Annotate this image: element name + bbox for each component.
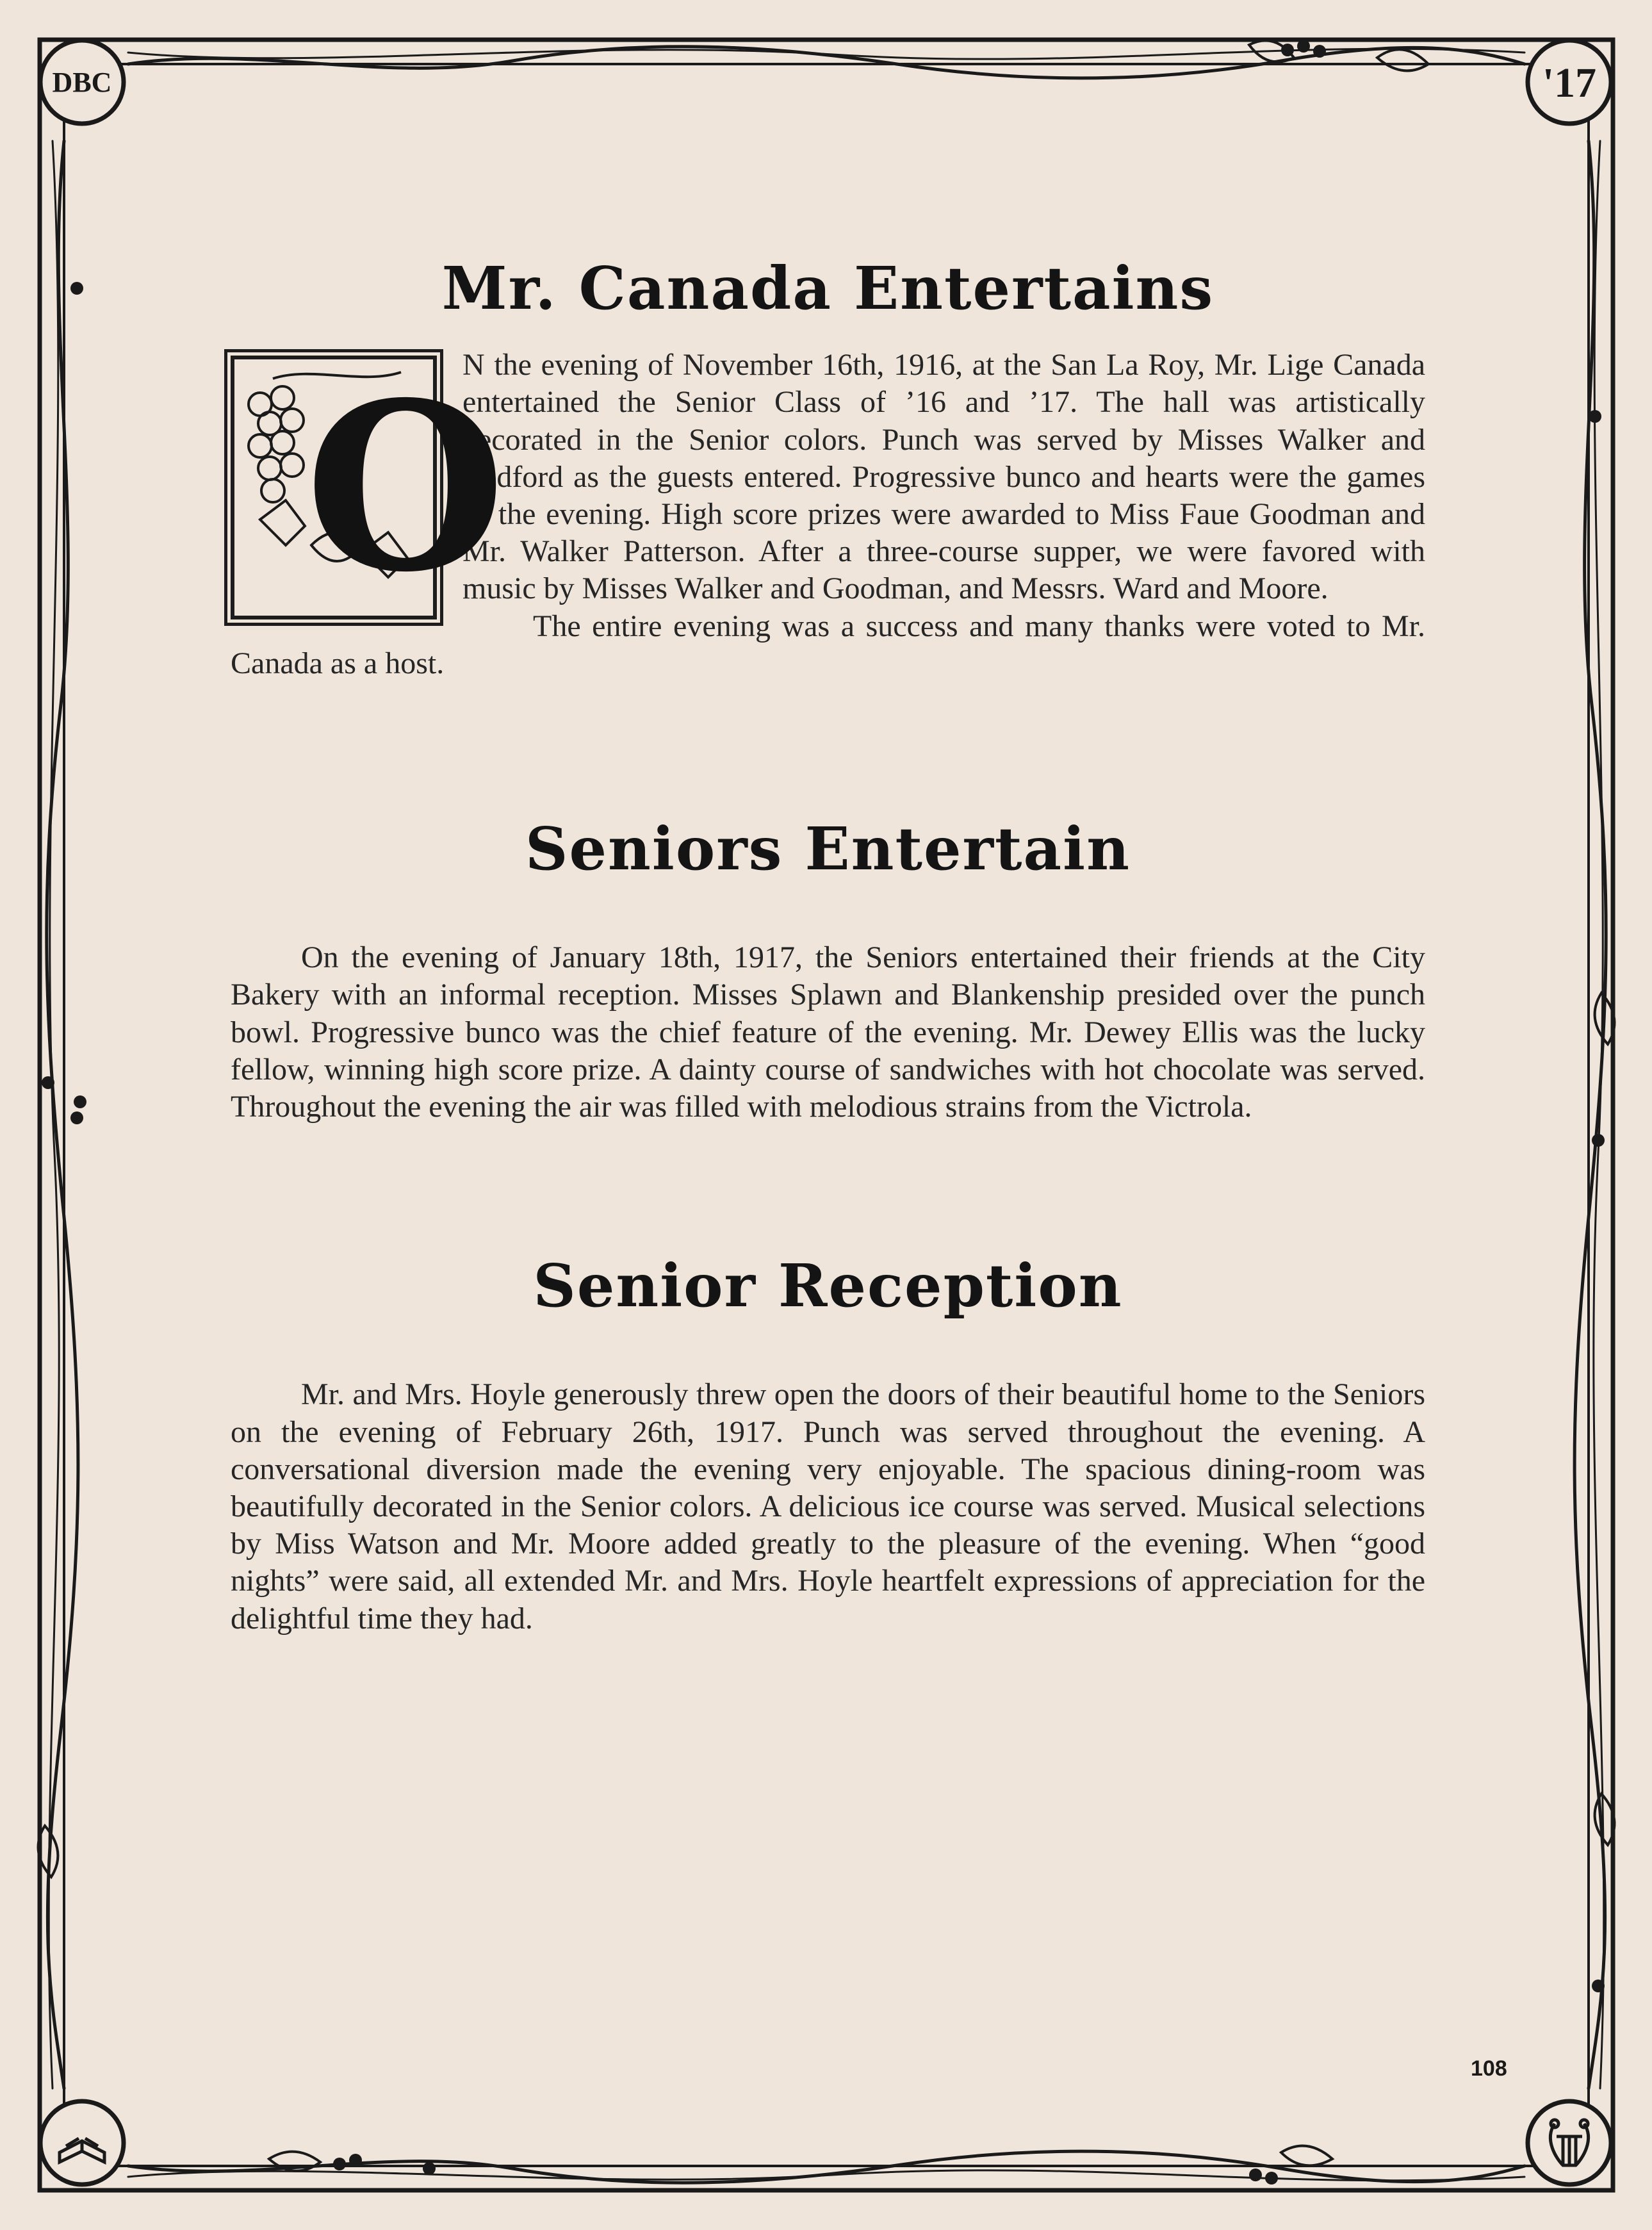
paragraph: On the evening of January 18th, 1917, the Seniors entertained their friends at the City Bakery with an informal reception. Misses Splawn and Blankenship presided over the punch bowl. Progressive bunco was the chief feature of the evening. Mr. Dewey Ellis was the lucky fellow, winning high score prize. A dainty course of sandwiches with hot chocolate was served. Throughout the evening the air was filled with melodious strains from the Victrola. (231, 940, 1425, 1124)
section-seniors-entertain (231, 814, 1425, 1126)
decorated-dropcap (231, 352, 506, 623)
section-title: Senior Reception (533, 1251, 1123, 1321)
dropcap-letter: O (305, 352, 506, 623)
section-title: Mr. Canada Entertains (441, 254, 1214, 323)
section-title: Seniors Entertain (525, 814, 1131, 884)
year-text: '17 (1542, 60, 1597, 106)
open-book-icon (40, 2101, 124, 2185)
section-senior-reception (231, 1251, 1425, 1637)
monogram-medallion (40, 40, 124, 124)
section-mr-canada-entertains (231, 256, 1425, 682)
year-medallion (1528, 40, 1611, 124)
paragraph: The entire evening was a success and many thanks were voted to Mr. Canada as a host. (231, 609, 1425, 680)
page-content (231, 256, 1425, 1637)
monogram-text: DBC (52, 67, 112, 98)
paragraph: Mr. and Mrs. Hoyle generously threw open the doors of their beautiful home to the Seniors on the evening of February 26th, 1917. Punch was served throughout the evening. A conversational diversion made the evening very enjoyable. The spacious dining-room was beautifully decorated in the Senior colors. A delicious ice course was served. Musical selections by Miss Watson and Mr. Moore added greatly to the pleasure of the evening. When “good nights” were said, all extended Mr. and Mrs. Hoyle heartfelt expressions of appreciation for the delightful time they had. (231, 1377, 1425, 1636)
first-article-body (231, 347, 1425, 682)
page-number: 108 (1471, 2056, 1507, 2081)
lyre-icon (1528, 2101, 1611, 2185)
paragraph: N the evening of November 16th, 1916, at the San La Roy, Mr. Lige Canada entertained the Senior Class of ’16 and ’17. The hall was artistically decorated in the Senior colors. Punch was served by Misses Walker and Redford as the guests entered. Progressive bunco and hearts were the games of the evening. High score prizes were awarded to Miss Faue Goodman and Mr. Walker Patterson. After a three-course supper, we were favored with music by Misses Walker and Goodman, and Messrs. Ward and Moore. (462, 348, 1425, 606)
